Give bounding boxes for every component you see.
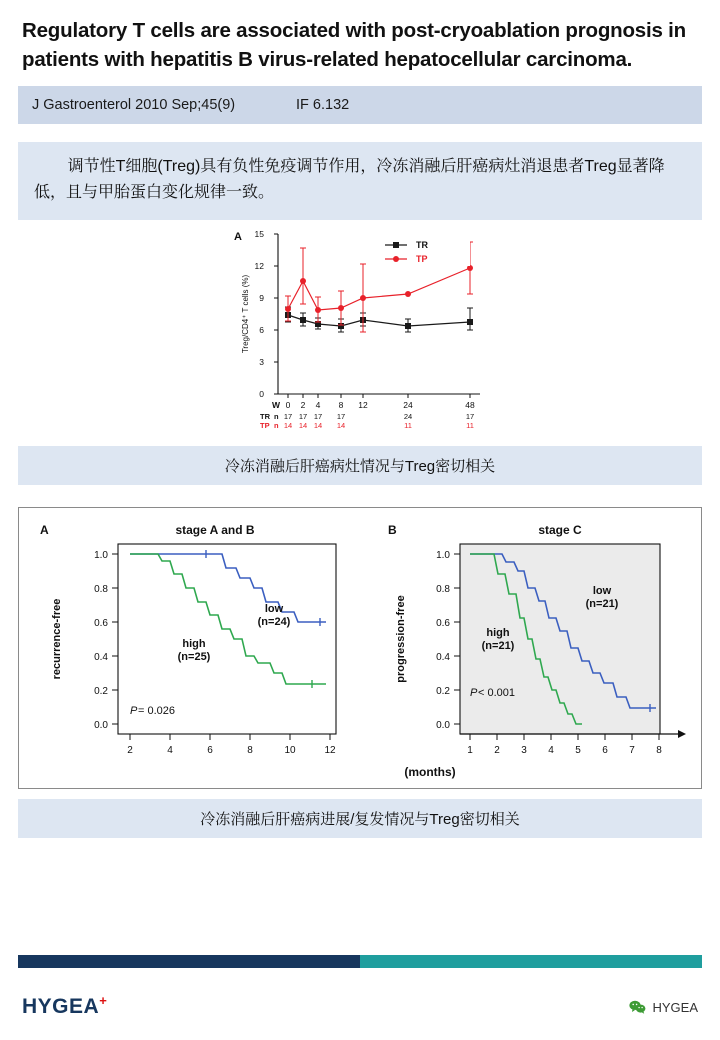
svg-text:17: 17 — [298, 412, 308, 422]
svg-text:0.6: 0.6 — [94, 618, 108, 630]
brand-logo — [22, 995, 107, 1019]
svg-text:24: 24 — [403, 412, 413, 422]
wechat-handle — [629, 1000, 698, 1015]
footer-bar-navy — [18, 955, 360, 968]
figure1-svg — [230, 226, 490, 436]
journal-info-bar — [18, 86, 702, 124]
svg-text:14: 14 — [283, 421, 293, 431]
svg-text:TP: TP — [416, 254, 428, 265]
svg-text:0.0: 0.0 — [94, 720, 108, 732]
svg-text:(months): (months) — [404, 765, 456, 780]
svg-text:high: high — [182, 638, 206, 651]
brand-logo-text: HYGEA — [22, 995, 100, 1018]
svg-text:14: 14 — [336, 421, 346, 431]
svg-text:6: 6 — [207, 745, 213, 757]
svg-text:3: 3 — [521, 745, 527, 757]
svg-text:2: 2 — [494, 745, 500, 757]
svg-text:low: low — [264, 603, 284, 616]
svg-text:15: 15 — [254, 229, 264, 240]
svg-text:TR: TR — [416, 240, 428, 251]
summary-text-box — [18, 142, 702, 220]
svg-text:0.2: 0.2 — [94, 686, 108, 698]
svg-text:high: high — [486, 627, 510, 640]
svg-text:0.0: 0.0 — [436, 720, 450, 732]
svg-text:A: A — [40, 523, 49, 538]
svg-text:(n=21): (n=21) — [481, 640, 515, 653]
svg-text:14: 14 — [298, 421, 308, 431]
svg-text:17: 17 — [283, 412, 293, 422]
svg-text:stage C: stage C — [538, 523, 582, 538]
summary-text: 调节性T细胞(Treg)具有负性免疫调节作用，冷冻消融后肝癌病灶消退患者Treg显著降低，且与甲胎蛋白变化规律一致。 — [34, 158, 665, 202]
svg-text:TP: TP — [260, 421, 270, 431]
svg-text:Treg/CD4⁺ T cells (%): Treg/CD4⁺ T cells (%) — [241, 274, 250, 354]
svg-text:progression-free: progression-free — [395, 595, 407, 683]
figure2-svg — [30, 514, 690, 784]
svg-text:12: 12 — [254, 261, 264, 272]
svg-text:5: 5 — [575, 745, 581, 757]
svg-text:2: 2 — [300, 400, 306, 411]
svg-text:recurrence-free: recurrence-free — [51, 598, 63, 680]
svg-text:0: 0 — [285, 400, 291, 411]
svg-text:6: 6 — [259, 325, 264, 336]
svg-text:4: 4 — [548, 745, 554, 757]
svg-text:10: 10 — [284, 745, 296, 757]
svg-text:11: 11 — [404, 421, 412, 431]
svg-text:17: 17 — [465, 412, 475, 422]
svg-text:P: P — [470, 687, 478, 700]
plus-icon: + — [99, 993, 108, 1008]
svg-text:(n=25): (n=25) — [177, 651, 211, 664]
figure1-legend — [378, 236, 470, 266]
footer-color-bars — [18, 955, 702, 968]
svg-text:A: A — [234, 231, 242, 244]
svg-text:0.8: 0.8 — [436, 584, 450, 596]
svg-text:3: 3 — [259, 357, 264, 368]
svg-text:0.6: 0.6 — [436, 618, 450, 630]
svg-text:48: 48 — [465, 400, 475, 411]
svg-text:< 0.001: < 0.001 — [478, 687, 516, 700]
svg-text:1: 1 — [467, 745, 473, 757]
svg-text:(n=21): (n=21) — [585, 598, 619, 611]
svg-text:n: n — [274, 412, 279, 422]
svg-text:7: 7 — [629, 745, 635, 757]
svg-text:n: n — [274, 421, 279, 431]
figure2-image — [18, 507, 702, 789]
figure2-caption: 冷冻消融后肝癌病进展/复发情况与Treg密切相关 — [18, 799, 702, 838]
svg-text:4: 4 — [315, 400, 321, 411]
svg-text:low: low — [592, 585, 612, 598]
impact-factor: IF 6.132 — [296, 97, 350, 114]
svg-text:9: 9 — [259, 293, 264, 304]
svg-text:= 0.026: = 0.026 — [138, 705, 176, 718]
svg-text:1.0: 1.0 — [94, 550, 108, 562]
svg-text:0.4: 0.4 — [436, 652, 450, 664]
svg-text:8: 8 — [338, 400, 344, 411]
svg-text:24: 24 — [403, 400, 413, 411]
svg-text:11: 11 — [466, 421, 474, 431]
svg-text:0: 0 — [259, 389, 264, 400]
svg-text:12: 12 — [324, 745, 336, 757]
svg-text:P: P — [130, 705, 138, 718]
svg-text:0.2: 0.2 — [436, 686, 450, 698]
page-title: Regulatory T cells are associated with post-cryoablation prognosis in patients with hepatitis B virus-related hepatocellular carcinoma. — [22, 19, 686, 72]
footer — [0, 974, 720, 1040]
journal-reference: J Gastroenterol 2010 Sep;45(9) — [32, 97, 236, 114]
svg-text:14: 14 — [313, 421, 323, 431]
svg-text:17: 17 — [313, 412, 323, 422]
figure2-block — [0, 507, 720, 838]
wechat-label: HYGEA — [652, 999, 698, 1015]
svg-text:B: B — [388, 523, 397, 538]
svg-text:2: 2 — [127, 745, 133, 757]
svg-text:W: W — [271, 400, 281, 411]
svg-text:12: 12 — [358, 400, 368, 411]
footer-bar-teal — [360, 955, 702, 968]
svg-text:1.0: 1.0 — [436, 550, 450, 562]
figure1-caption: 冷冻消融后肝癌病灶情况与Treg密切相关 — [18, 446, 702, 485]
svg-text:4: 4 — [167, 745, 173, 757]
svg-text:17: 17 — [336, 412, 346, 422]
svg-text:6: 6 — [602, 745, 608, 757]
svg-text:0.8: 0.8 — [94, 584, 108, 596]
figure1-block — [0, 226, 720, 485]
wechat-icon — [629, 1000, 646, 1014]
svg-text:TR: TR — [260, 412, 270, 422]
svg-text:8: 8 — [247, 745, 253, 757]
svg-text:0.4: 0.4 — [94, 652, 108, 664]
svg-text:(n=24): (n=24) — [257, 616, 291, 629]
svg-text:stage A and B: stage A and B — [175, 523, 255, 538]
svg-text:8: 8 — [656, 745, 662, 757]
figure1-image — [0, 226, 720, 436]
